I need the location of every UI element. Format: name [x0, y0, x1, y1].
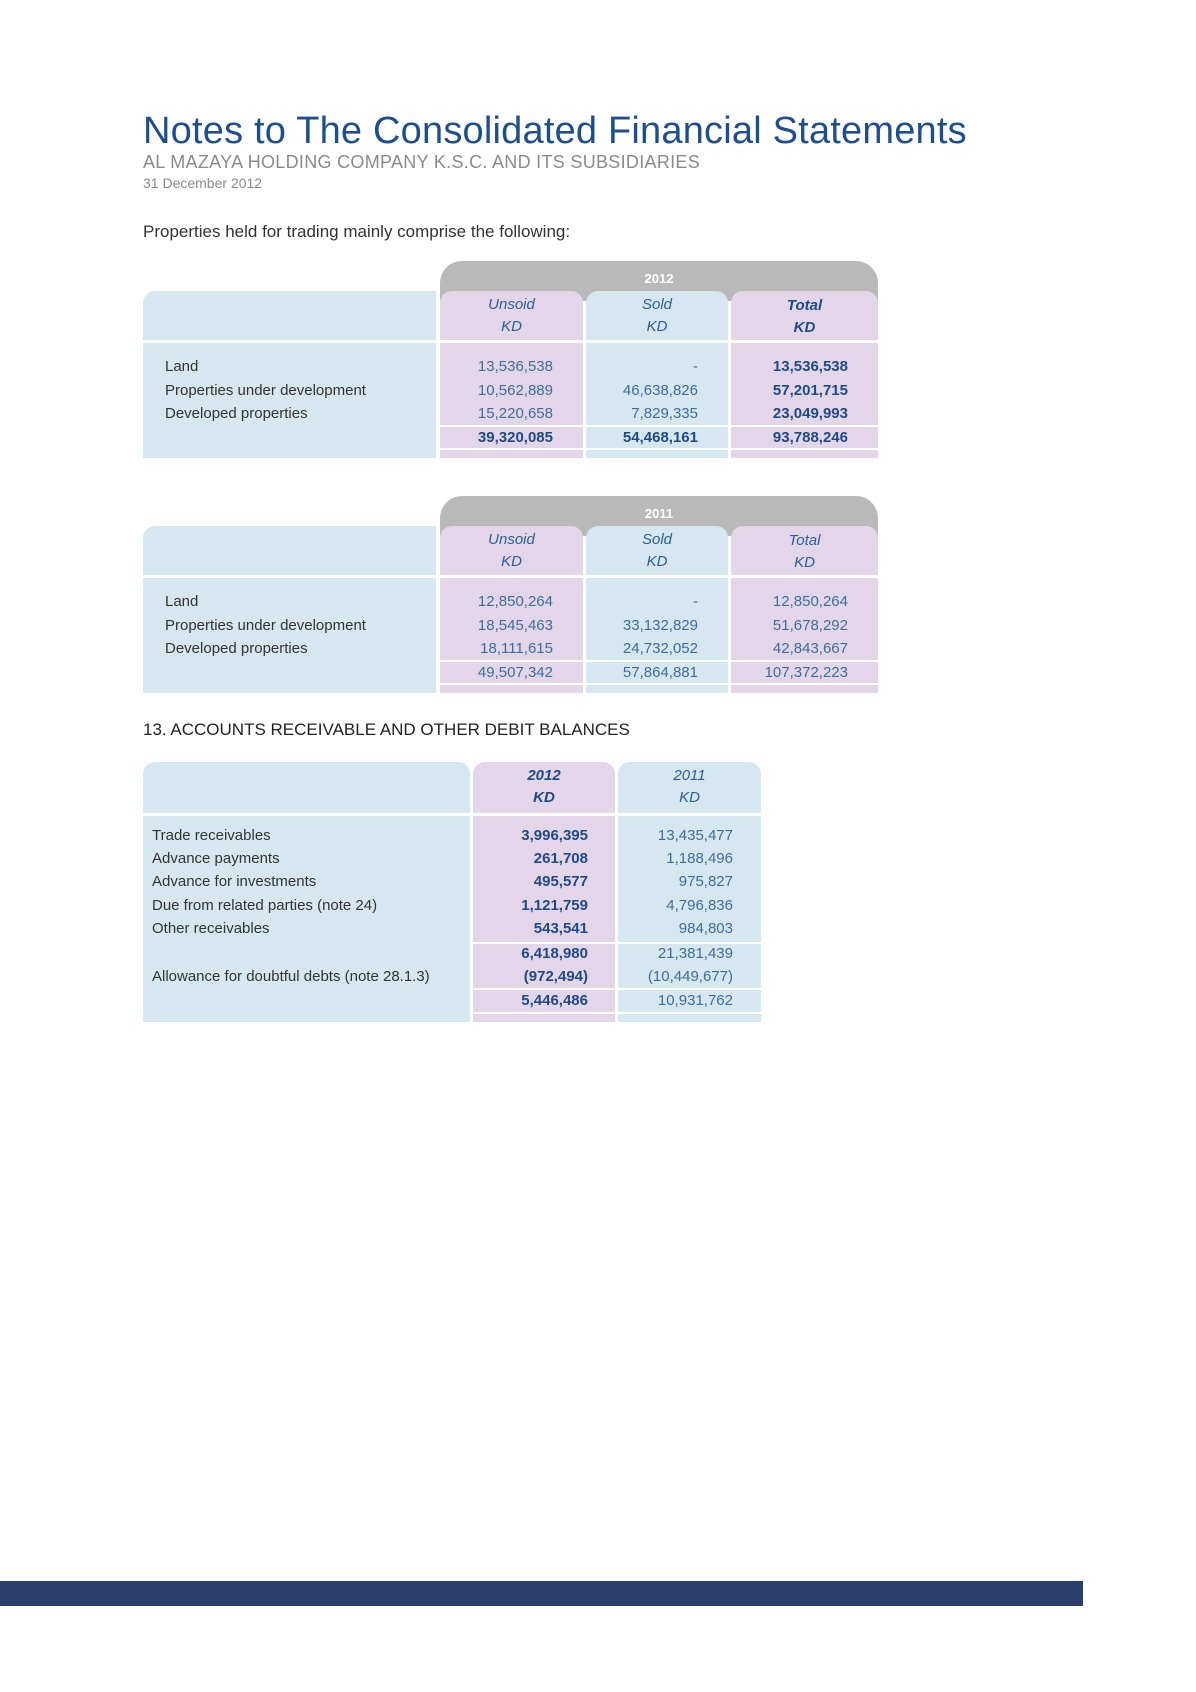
cell-value: 4,796,836	[666, 897, 733, 914]
col-unit: KD	[793, 319, 816, 336]
col-unit: KD	[794, 554, 815, 571]
cell-value: 57,201,715	[772, 382, 848, 399]
row-label: Land	[165, 593, 199, 610]
cell-value: 13,536,538	[477, 358, 553, 375]
cell-value: 33,132,829	[622, 617, 698, 634]
col-unit: KD	[533, 789, 555, 806]
section-heading: 13. ACCOUNTS RECEIVABLE AND OTHER DEBIT BALANCES	[143, 720, 630, 739]
cell-value: 984,803	[678, 920, 733, 937]
allowance-value: (10,449,677)	[647, 968, 733, 985]
total-value: 57,864,881	[622, 664, 698, 681]
row-label: Land	[165, 358, 199, 375]
col-header-2012: 2012	[527, 767, 561, 784]
net-value: 10,931,762	[657, 992, 733, 1009]
total-value: 107,372,223	[764, 664, 848, 681]
cell-value: -	[693, 593, 698, 610]
row-label: Advance payments	[152, 850, 280, 867]
cell-value: 12,850,264	[772, 593, 848, 610]
col-header-unsold: Unsoid	[488, 531, 535, 548]
cell-value: 18,111,615	[480, 640, 553, 657]
cell-value: 13,435,477	[657, 827, 733, 844]
cell-value: 261,708	[533, 850, 588, 867]
subtotal-value: 21,381,439	[657, 945, 733, 962]
col-header-total: Total	[786, 297, 823, 314]
cell-value: 24,732,052	[622, 640, 698, 657]
col-header-unsold: Unsoid	[488, 296, 535, 313]
col-unit: KD	[646, 553, 668, 570]
cell-value: 46,638,826	[622, 382, 698, 399]
cell-value: 10,562,889	[477, 382, 553, 399]
cell-value: 42,843,667	[772, 640, 848, 657]
cell-value: 975,827	[678, 873, 733, 890]
statement-date: 31 December 2012	[143, 175, 263, 191]
total-value: 39,320,085	[477, 429, 553, 446]
footer-bar	[0, 1581, 1083, 1606]
allowance-value: (972,494)	[523, 968, 588, 985]
row-label: Properties under development	[165, 382, 366, 399]
net-value: 5,446,486	[521, 992, 588, 1009]
cell-value: 18,545,463	[477, 617, 553, 634]
cell-value: 15,220,658	[477, 405, 553, 422]
col-header-sold: Sold	[641, 296, 673, 313]
cell-value: 3,996,395	[521, 827, 588, 844]
row-label: Advance for investments	[152, 873, 317, 890]
col-header-sold: Sold	[641, 531, 673, 548]
cell-value: 13,536,538	[772, 358, 848, 375]
company-name: AL MAZAYA HOLDING COMPANY K.S.C. AND ITS SUBSIDIARIES	[143, 152, 701, 172]
total-value: 54,468,161	[622, 429, 698, 446]
col-unit: KD	[679, 789, 700, 806]
cell-value: 7,829,335	[631, 405, 698, 422]
row-label: Trade receivables	[152, 827, 271, 844]
cell-value: 1,188,496	[666, 850, 733, 867]
total-value: 49,507,342	[477, 664, 553, 681]
cell-value: 51,678,292	[772, 617, 848, 634]
row-label: Developed properties	[165, 640, 308, 657]
table-year: 2011	[644, 506, 674, 521]
row-label: Other receivables	[152, 920, 270, 937]
cell-value: 1,121,759	[521, 897, 588, 914]
total-value: 93,788,246	[772, 429, 848, 446]
col-header-2011: 2011	[673, 767, 706, 784]
page-title: Notes to The Consolidated Financial Statements	[143, 110, 967, 152]
cell-value: 543,541	[533, 920, 588, 937]
col-unit: KD	[646, 318, 668, 335]
intro-text: Properties held for trading mainly comprise the following:	[143, 222, 571, 241]
col-unit: KD	[501, 318, 522, 335]
row-label: Developed properties	[165, 405, 308, 422]
row-label: Allowance for doubtful debts (note 28.1.3)	[152, 968, 430, 985]
cell-value: -	[693, 358, 698, 375]
col-unit: KD	[501, 553, 522, 570]
table-year: 2012	[644, 271, 674, 286]
row-label: Due from related parties (note 24)	[152, 897, 378, 914]
col-header-total: Total	[788, 532, 821, 549]
row-label: Properties under development	[165, 617, 366, 634]
cell-value: 495,577	[533, 873, 588, 890]
cell-value: 23,049,993	[772, 405, 848, 422]
subtotal-value: 6,418,980	[521, 945, 588, 962]
cell-value: 12,850,264	[477, 593, 553, 610]
